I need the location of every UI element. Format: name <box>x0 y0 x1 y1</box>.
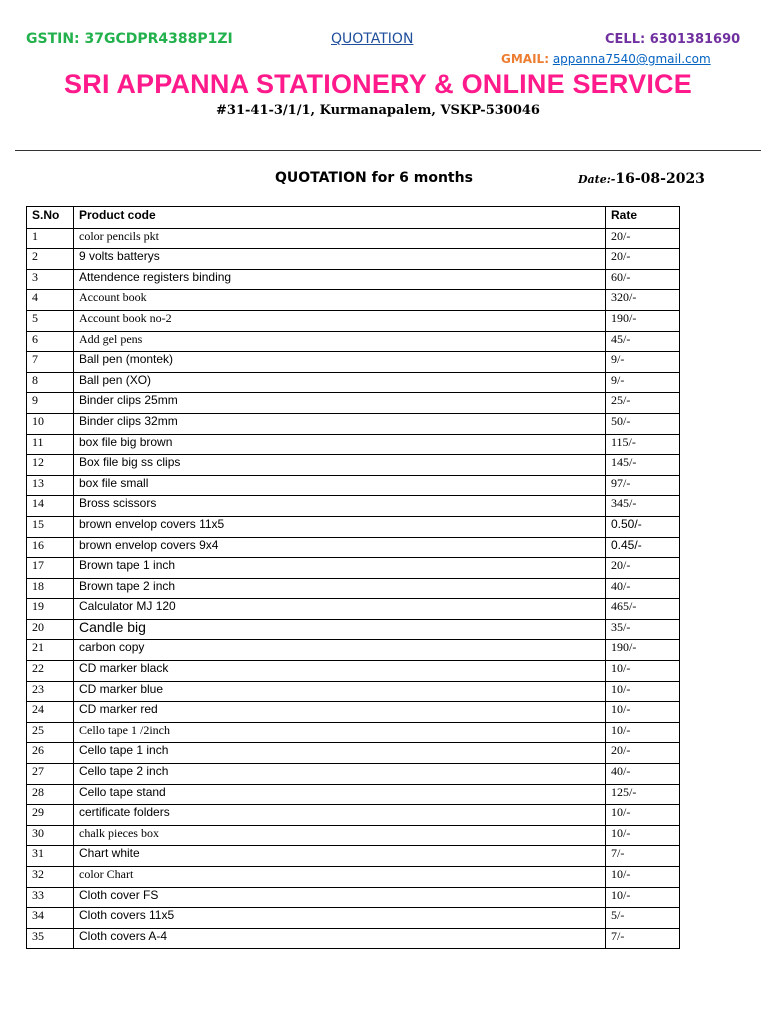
cell-sno: 13 <box>27 475 74 496</box>
cell-rate: 7/- <box>606 928 680 949</box>
column-header-sno: S.No <box>27 207 74 229</box>
table-row <box>27 516 680 537</box>
cell-sno: 3 <box>27 269 74 290</box>
cell-sno: 5 <box>27 310 74 331</box>
cell-sno: 9 <box>27 393 74 414</box>
gmail-line <box>501 52 711 66</box>
cell-product: brown envelop covers 11x5 <box>74 516 606 537</box>
cell-product: Account book <box>74 290 606 311</box>
cell-sno: 28 <box>27 784 74 805</box>
cell-rate: 145/- <box>606 455 680 476</box>
cell-rate: 60/- <box>606 269 680 290</box>
cell-sno: 27 <box>27 764 74 785</box>
cell-sno: 12 <box>27 455 74 476</box>
cell-rate: 10/- <box>606 867 680 888</box>
table-row <box>27 661 680 682</box>
cell-product: Candle big <box>74 619 606 640</box>
cell-product: Brown tape 1 inch <box>74 558 606 579</box>
table-row <box>27 764 680 785</box>
cell-rate: 115/- <box>606 434 680 455</box>
cell-sno: 2 <box>27 249 74 270</box>
table-row <box>27 537 680 558</box>
cell-rate: 190/- <box>606 640 680 661</box>
column-header-rate: Rate <box>606 207 680 229</box>
table-row <box>27 702 680 723</box>
table-row <box>27 867 680 888</box>
cell-sno: 11 <box>27 434 74 455</box>
cell-sno: 32 <box>27 867 74 888</box>
cell-product: Ball pen (XO) <box>74 372 606 393</box>
cell-sno: 6 <box>27 331 74 352</box>
cell-sno: 15 <box>27 516 74 537</box>
table-row <box>27 928 680 949</box>
table-row <box>27 290 680 311</box>
cell-rate: 345/- <box>606 496 680 517</box>
table-row <box>27 269 680 290</box>
cell-sno: 1 <box>27 228 74 249</box>
cell-sno: 34 <box>27 908 74 929</box>
cell-product: CD marker blue <box>74 681 606 702</box>
quotation-title: QUOTATION for 6 months <box>275 170 473 186</box>
cell-rate: 20/- <box>606 228 680 249</box>
table-header-row <box>27 207 680 229</box>
cell-product: Binder clips 32mm <box>74 413 606 434</box>
gstin-label: GSTIN: 37GCDPR4388P1ZI <box>26 31 233 47</box>
cell-rate: 7/- <box>606 846 680 867</box>
cell-sno: 7 <box>27 352 74 373</box>
table-row <box>27 558 680 579</box>
gmail-address-link[interactable]: appanna7540@gmail.com <box>552 52 711 66</box>
table-row <box>27 784 680 805</box>
cell-sno: 16 <box>27 537 74 558</box>
cell-product: Cloth covers A-4 <box>74 928 606 949</box>
cell-rate: 320/- <box>606 290 680 311</box>
cell-product: Chart white <box>74 846 606 867</box>
column-header-product: Product code <box>74 207 606 229</box>
cell-product: chalk pieces box <box>74 825 606 846</box>
shop-address: #31-41-3/1/1, Kurmanapalem, VSKP-530046 <box>216 103 540 118</box>
cell-rate: 10/- <box>606 805 680 826</box>
cell-sno: 30 <box>27 825 74 846</box>
cell-product: Cello tape 2 inch <box>74 764 606 785</box>
cell-product: color pencils pkt <box>74 228 606 249</box>
cell-product: Account book no-2 <box>74 310 606 331</box>
cell-product: Box file big ss clips <box>74 455 606 476</box>
table-row <box>27 413 680 434</box>
quotation-table <box>26 206 680 949</box>
table-row <box>27 908 680 929</box>
cell-rate: 125/- <box>606 784 680 805</box>
table-row <box>27 887 680 908</box>
cell-rate: 9/- <box>606 372 680 393</box>
table-row <box>27 496 680 517</box>
cell-rate: 10/- <box>606 722 680 743</box>
cell-sno: 21 <box>27 640 74 661</box>
cell-sno: 33 <box>27 887 74 908</box>
cell-sno: 4 <box>27 290 74 311</box>
cell-sno: 18 <box>27 578 74 599</box>
cell-sno: 19 <box>27 599 74 620</box>
table-row <box>27 310 680 331</box>
cell-rate: 97/- <box>606 475 680 496</box>
cell-number: CELL: 6301381690 <box>605 32 741 47</box>
cell-rate: 20/- <box>606 743 680 764</box>
cell-rate: 40/- <box>606 764 680 785</box>
cell-rate: 465/- <box>606 599 680 620</box>
table-row <box>27 825 680 846</box>
cell-sno: 24 <box>27 702 74 723</box>
cell-product: Ball pen (montek) <box>74 352 606 373</box>
cell-product: Cloth cover FS <box>74 887 606 908</box>
cell-sno: 35 <box>27 928 74 949</box>
date-value: 16-08-2023 <box>615 171 705 187</box>
cell-sno: 29 <box>27 805 74 826</box>
cell-sno: 22 <box>27 661 74 682</box>
table-row <box>27 743 680 764</box>
cell-product: Add gel pens <box>74 331 606 352</box>
quotation-date <box>578 171 705 187</box>
cell-sno: 17 <box>27 558 74 579</box>
table-row <box>27 372 680 393</box>
cell-product: color Chart <box>74 867 606 888</box>
cell-product: Brown tape 2 inch <box>74 578 606 599</box>
table-row <box>27 619 680 640</box>
cell-product: CD marker red <box>74 702 606 723</box>
cell-rate: 20/- <box>606 249 680 270</box>
cell-product: Binder clips 25mm <box>74 393 606 414</box>
cell-rate: 20/- <box>606 558 680 579</box>
table-row <box>27 805 680 826</box>
cell-rate: 45/- <box>606 331 680 352</box>
quotation-link[interactable]: QUOTATION <box>331 31 414 47</box>
cell-product: Attendence registers binding <box>74 269 606 290</box>
table-row <box>27 228 680 249</box>
cell-sno: 25 <box>27 722 74 743</box>
cell-rate: 35/- <box>606 619 680 640</box>
cell-product: carbon copy <box>74 640 606 661</box>
table-row <box>27 599 680 620</box>
cell-product: Cello tape 1 /2inch <box>74 722 606 743</box>
cell-sno: 23 <box>27 681 74 702</box>
cell-rate: 0.50/- <box>606 516 680 537</box>
table-row <box>27 331 680 352</box>
cell-rate: 190/- <box>606 310 680 331</box>
cell-rate: 10/- <box>606 702 680 723</box>
cell-product: Cloth covers 11x5 <box>74 908 606 929</box>
cell-rate: 50/- <box>606 413 680 434</box>
table-row <box>27 249 680 270</box>
cell-sno: 31 <box>27 846 74 867</box>
table-row <box>27 475 680 496</box>
table-row <box>27 578 680 599</box>
cell-sno: 20 <box>27 619 74 640</box>
cell-rate: 10/- <box>606 887 680 908</box>
cell-product: CD marker black <box>74 661 606 682</box>
gmail-label: GMAIL: <box>501 52 549 66</box>
cell-rate: 5/- <box>606 908 680 929</box>
cell-sno: 10 <box>27 413 74 434</box>
cell-rate: 9/- <box>606 352 680 373</box>
cell-product: box file small <box>74 475 606 496</box>
cell-product: Bross scissors <box>74 496 606 517</box>
table-row <box>27 722 680 743</box>
table-row <box>27 455 680 476</box>
cell-product: Calculator MJ 120 <box>74 599 606 620</box>
cell-product: Cello tape 1 inch <box>74 743 606 764</box>
shop-name: SRI APPANNA STATIONERY & ONLINE SERVICE <box>64 69 692 99</box>
table-row <box>27 434 680 455</box>
cell-rate: 10/- <box>606 825 680 846</box>
cell-rate: 0.45/- <box>606 537 680 558</box>
cell-rate: 10/- <box>606 661 680 682</box>
cell-product: certificate folders <box>74 805 606 826</box>
table-row <box>27 681 680 702</box>
cell-product: box file big brown <box>74 434 606 455</box>
cell-rate: 25/- <box>606 393 680 414</box>
date-label: Date:- <box>578 173 616 186</box>
header-divider <box>15 150 761 151</box>
cell-product: Cello tape stand <box>74 784 606 805</box>
table-row <box>27 640 680 661</box>
cell-sno: 26 <box>27 743 74 764</box>
cell-product: brown envelop covers 9x4 <box>74 537 606 558</box>
cell-sno: 14 <box>27 496 74 517</box>
table-row <box>27 393 680 414</box>
table-row <box>27 846 680 867</box>
cell-rate: 10/- <box>606 681 680 702</box>
cell-sno: 8 <box>27 372 74 393</box>
table-row <box>27 352 680 373</box>
cell-rate: 40/- <box>606 578 680 599</box>
cell-product: 9 volts batterys <box>74 249 606 270</box>
